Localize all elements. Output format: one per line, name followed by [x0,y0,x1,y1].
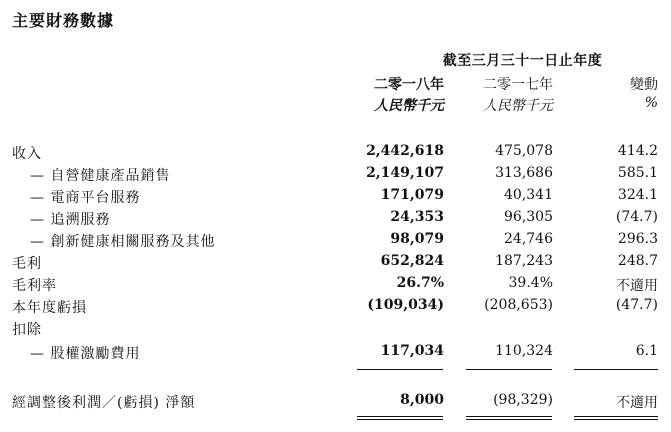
value-2018: 24,353 [390,209,444,225]
value-2017: 313,686 [495,165,553,181]
double-rule-2017-a [466,416,552,417]
value-change: 248.7 [617,253,658,269]
page-title: 主要財務數據 [12,11,115,30]
row-label: 本年度虧損 [12,300,87,316]
row-label: — 創新健康相關服務及其他 [30,234,216,250]
value-2017: 475,078 [495,143,553,159]
table-row [0,319,671,341]
value-2017: 187,243 [495,253,553,269]
table-row [0,165,671,187]
row-label: — 電商平台服務 [30,190,141,206]
table-row-total [0,392,671,414]
row-label: — 股權激勵費用 [30,346,141,362]
value-2018: 652,824 [380,253,444,269]
row-label: — 自營健康產品銷售 [30,168,171,184]
double-rule-2017-b [466,419,552,420]
value-2017: 24,746 [504,231,553,247]
col-change-unit: % [644,95,658,111]
value-change: (47.7) [615,297,658,313]
double-rule-change-b [574,419,658,420]
value-2018: 26.7% [396,275,444,291]
table-row [0,275,671,297]
value-change: 296.3 [617,231,658,247]
col-2017-year: 二零一七年 [483,77,553,93]
value-change: 不適用 [616,278,658,294]
row-label: 扣除 [12,322,42,338]
value-change: 585.1 [617,165,658,181]
table-row [0,143,671,165]
value-2017: 96,305 [504,209,553,225]
table-row [0,187,671,209]
row-label: 經調整後利潤／(虧損) 淨額 [12,395,196,411]
col-2017-unit: 人民幣千元 [483,98,553,114]
value-2018: 117,034 [380,343,444,359]
col-change-header: 變動 [630,77,658,93]
value-2018: (109,034) [367,297,444,313]
value-change: 不適用 [616,395,658,411]
double-rule-2018-a [357,416,443,417]
double-rule-2018-b [357,419,443,420]
table-row [0,297,671,319]
value-2017: (98,329) [493,392,553,408]
table-row [0,343,671,365]
value-2018: 2,442,618 [366,143,444,159]
value-change: 6.1 [635,343,658,359]
rule-change-top [574,369,658,370]
row-label: 毛利率 [12,278,57,294]
value-2018: 98,079 [390,231,444,247]
value-2018: 8,000 [400,392,444,408]
value-2017: (208,653) [484,297,553,313]
row-label: 收入 [12,146,42,162]
double-rule-change-a [574,416,658,417]
value-2017: 40,341 [504,187,553,203]
value-change: 324.1 [617,187,658,203]
col-2018-year: 二零一八年 [374,77,444,93]
value-change: 414.2 [617,143,658,159]
value-2018: 2,149,107 [366,165,444,181]
value-change: (74.7) [615,209,658,225]
row-label: — 追溯服務 [30,212,111,228]
table-row [0,209,671,231]
row-label: 毛利 [12,256,42,272]
table-row [0,253,671,275]
value-2017: 39.4% [508,275,553,291]
table-row [0,231,671,253]
period-header: 截至三月三十一日止年度 [442,53,603,69]
rule-2017-top [466,369,552,370]
value-2017: 110,324 [495,343,553,359]
col-2018-unit: 人民幣千元 [374,98,444,114]
value-2018: 171,079 [380,187,444,203]
rule-2018-top [357,369,443,370]
